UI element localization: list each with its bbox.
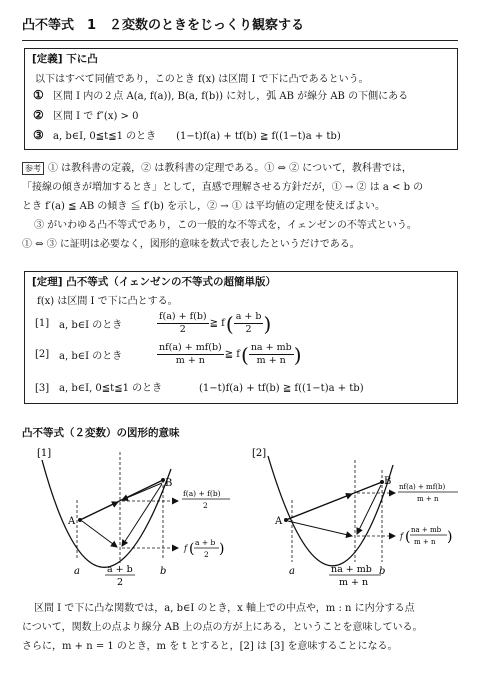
theorem-item-2-cond: a, b∈I のとき bbox=[59, 351, 123, 362]
right-parabola bbox=[268, 456, 393, 566]
page-title: 凸不等式 1 ２変数のときをじっくり観察する bbox=[22, 18, 305, 33]
theorem-item-1: [1] a, b∈I のとき $\frac{f(a) + f(b)}{2}$ ≧ f ( $\frac{a + b}{2}$ ) bbox=[35, 311, 272, 336]
theorem-item-1-lhs: $\frac{f(a) + f(b)}{2}$ bbox=[159, 311, 207, 335]
note-line-3: とき f′(a) ≦ AB の傾き ≦ f′(b) を示し，② → ① は平均値の定理を使えばよい。 bbox=[22, 201, 386, 212]
left-lower-paren-open: ( bbox=[189, 541, 195, 557]
right-upper-den: m + n bbox=[417, 495, 439, 503]
note-line-1-text: ① は教科書の定義，② は教科書の定理である。① ⇔ ② について，教科書では， bbox=[48, 163, 412, 174]
definition-box bbox=[24, 48, 458, 150]
theorem-heading: [定理] 凸不等式（イェンゼンの不等式の超簡単版） bbox=[32, 276, 276, 288]
theorem-item-2-label: [2] bbox=[35, 349, 50, 360]
right-lower-f: f bbox=[400, 532, 403, 541]
right-point-b: B bbox=[384, 476, 392, 487]
right-arrow-a-up bbox=[288, 494, 352, 519]
theorem-item-1-label: [1] bbox=[35, 318, 50, 329]
left-arrow-b-low bbox=[122, 484, 162, 546]
theorem-item-3-text: (1−t)f(a) + tf(b) ≧ f((1−t)a + tb) bbox=[199, 383, 364, 394]
definition-item-3-num: ③ bbox=[33, 128, 44, 142]
left-arrow-b-mid bbox=[122, 483, 162, 500]
note-line-5: ① ⇔ ③ に証明は必要なく，図形的意味を数式で表したというだけである。 bbox=[22, 239, 360, 250]
theorem-item-3-cond: a, b∈I, 0≦t≦1 のとき bbox=[59, 383, 163, 394]
note-tag: 参考 bbox=[22, 162, 44, 175]
left-upper-den: 2 bbox=[203, 501, 208, 510]
right-lower-paren-open: ( bbox=[405, 529, 411, 545]
definition-item-2-num: ② bbox=[33, 108, 44, 122]
left-x-a: a bbox=[74, 566, 80, 577]
note-line-2: 「接線の傾きが増加するとき」として，直感で理解させる方針だが，① → ② は a < b の bbox=[22, 182, 424, 193]
left-figure-label: [1] bbox=[37, 448, 52, 459]
definition-item-2-text: 区間 I で f″(x) > 0 bbox=[53, 111, 139, 122]
theorem-item-2-rhs: $\frac{na + mb}{m + n}$ bbox=[250, 342, 292, 366]
right-x-mid-den: m + n bbox=[339, 577, 369, 588]
theorem-item-1-rhs: $\frac{a + b}{2}$ bbox=[235, 311, 262, 335]
left-point-a: A bbox=[68, 516, 76, 527]
theorem-item-2-rel: ≧ f bbox=[224, 349, 240, 360]
theorem-item-3-label: [3] bbox=[35, 383, 50, 394]
left-arrow-a-up bbox=[82, 502, 118, 519]
left-x-b: b bbox=[160, 566, 167, 577]
definition-intro: 以下はすべて同値であり，このとき f(x) は区間 I で下に凸であるという。 bbox=[35, 74, 369, 85]
definition-item-1-text: 区間 I 内の２点 A(a, f(a)), B(a, f(b)) に対し，弧 AB が線分 AB の下側にある bbox=[53, 91, 409, 102]
right-figure-label: [2] bbox=[252, 448, 267, 459]
left-point-b: B bbox=[165, 478, 173, 489]
note-line-4: ③ がいわゆる凸不等式であり，この一般的な不等式を，イェンゼンの不等式という。 bbox=[34, 220, 417, 231]
theorem-item-1-rel: ≧ f bbox=[209, 318, 225, 329]
left-point-a-dot bbox=[78, 518, 82, 522]
right-upper-num: nf(a) + mf(b) bbox=[399, 483, 446, 491]
title-rule bbox=[22, 40, 458, 41]
theorem-item-3 bbox=[35, 379, 364, 394]
closing-line-3: さらに，m + n = 1 のとき，m を t とすると，[2] は [3] を意味することになる。 bbox=[22, 641, 398, 652]
figure-heading: 凸不等式（２変数）の図形的意味 bbox=[22, 427, 180, 439]
theorem-item-2: [2] a, b∈I のとき $\frac{nf(a) + mf(b)}{m + n}$ ≧ f ( $\frac{na + mb}{m + n}$ ) bbox=[35, 342, 302, 367]
left-x-mid-den: 2 bbox=[117, 577, 124, 588]
theorem-intro: f(x) は区間 I で下に凸とする。 bbox=[37, 296, 178, 307]
right-point-a: A bbox=[275, 516, 283, 527]
right-point-a-dot bbox=[284, 518, 288, 522]
definition-item-1 bbox=[33, 87, 408, 102]
definition-item-3 bbox=[33, 127, 341, 142]
theorem-item-2-lhs: $\frac{nf(a) + mf(b)}{m + n}$ bbox=[159, 342, 222, 366]
definition-item-2 bbox=[33, 107, 138, 122]
left-lower-f: f bbox=[184, 544, 187, 553]
left-parabola bbox=[42, 460, 171, 567]
definition-item-1-num: ① bbox=[33, 88, 44, 102]
figures-svg bbox=[0, 440, 480, 602]
right-lower-num: na + mb bbox=[411, 526, 442, 534]
theorem-item-1-cond: a, b∈I のとき bbox=[59, 320, 123, 331]
note-line-1 bbox=[22, 159, 423, 178]
left-lower-paren-close: ) bbox=[219, 541, 225, 557]
left-upper-num: f(a) + f(b) bbox=[183, 489, 221, 498]
closing-block bbox=[22, 599, 423, 656]
left-arrow-a-down bbox=[82, 521, 117, 547]
definition-item-3-text: a, b∈I, 0≦t≦1 のとき (1−t)f(a) + tf(b) ≧ f((1−t)a + tb) bbox=[53, 131, 341, 142]
closing-line-2: について，関数上の点より線分 AB 上の点の方が上にある，ということを意味している。 bbox=[22, 622, 423, 633]
note-block bbox=[22, 159, 423, 254]
right-x-mid-num: na + mb bbox=[331, 564, 372, 575]
left-x-mid-num: a + b bbox=[107, 564, 133, 575]
left-lower-num: a + b bbox=[195, 538, 216, 547]
right-lower-den: m + n bbox=[414, 538, 436, 546]
closing-line-1: 区間 I で下に凸な関数では，a, b∈I のとき，x 軸上での中点や，m : n に内分する点 bbox=[34, 603, 415, 614]
theorem-box bbox=[24, 271, 458, 404]
definition-heading: [定義] 下に凸 bbox=[32, 53, 98, 65]
left-lower-den: 2 bbox=[204, 550, 209, 559]
right-x-a: a bbox=[289, 566, 295, 577]
right-lower-paren-close: ) bbox=[447, 529, 453, 545]
right-x-b: b bbox=[379, 566, 386, 577]
